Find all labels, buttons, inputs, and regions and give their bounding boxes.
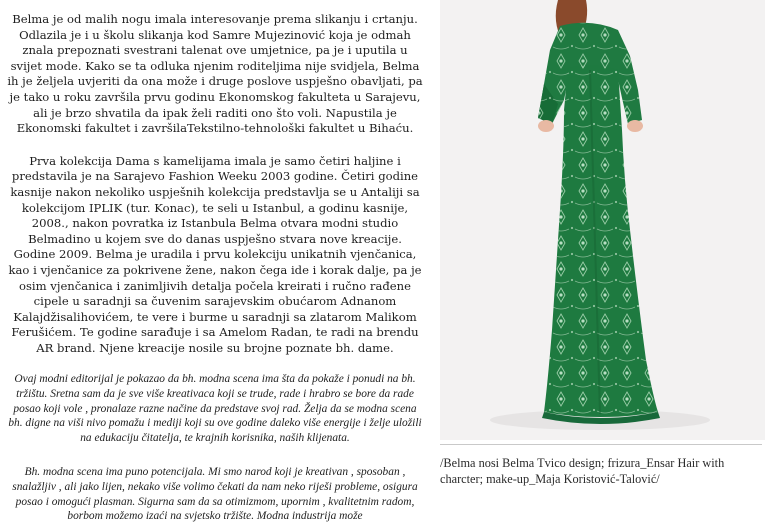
article-text-column bbox=[6, 12, 424, 524]
article-paragraph-biography: Belma je od malih nogu imala interesovanje prema slikanju i crtanju. Odlazila je i u školu slikanja kod Samre Mujezinović koja je odmah znala prepoznati svestrani talenat ove umjetnice, pa je i uputila u svijet mode. Kako se ta odluka njenim roditeljima nije svidjela, Belma ih je željela uvjeriti da ona može i druge poslove uspješno obavljati, pa je tako u roku završila prvu godinu Ekonomskog fakulteta u Sarajevu, ali je brzo shvatila da ipak želi raditi ono što voli. Napustila je Ekonomski fakultet i završilaTekstilno-tehnološki fakultet u Bihaću. bbox=[7, 12, 423, 136]
caption-divider bbox=[440, 444, 762, 445]
article-paragraph-fashion-scene-quote: Bh. modna scena ima puno potencijala. Mi smo narod koji je kreativan , sposoban , snalažljiv , ali jako lijen, nekako više volimo čekati da nam neko riješi probleme, osigura posao i omogući plasman. Sigurna sam da sa otimizmom, upornim , kvalitetnim radom, borbom možemo izaći na svjetsko tržište. Modna industrija može bbox=[12, 466, 418, 523]
article-paragraph-collections: Prva kolekcija Dama s kamelijama imala je samo četiri haljine i predstavila je na Sarajevo Fashion Weeku 2003 godine. Četiri godine kasnije nakon nekoliko uspješnih kolekcija predstavlja se u Antaliji sa kolekcijom IPLIK (tur. Konac), te seli u Istanbul, a godinu kasnije, 2008., nakon povratka iz Istanbula Belma otvara modni studio Belmadino u kojem sve do danas uspješno stvara nove kreacije. Godine 2009. Belma je uradila i prvu kolekciju unikatnih vjenčanica, kao i vjenčanice za pokrivene žene, nakon čega ide i korak dalje, pa je osim vjenčanica i zanimljivih detalja počela kreirati i ručno rađene cipele u saradnji sa čuvenim sarajevskim obućarom Adnanom Kalajdžisalihovićem, te vere i burme u saradnji sa zlatarom Malikom Ferušićem. Te godine sarađuje i sa Amelom Radan, te radi na brendu AR brand. Njene kreacije nosile su brojne poznate bh. dame. bbox=[8, 153, 422, 355]
photo-caption: /Belma nosi Belma Tvico design; frizura_Ensar Hair with charcter; make-up_Maja Koristović-Talović/ bbox=[440, 456, 725, 486]
green-lace-gown-illustration bbox=[440, 0, 765, 440]
model-photo bbox=[440, 0, 765, 440]
article-paragraph-editorial-quote: Ovaj modni editorijal je pokazao da bh. modna scena ima šta da pokaže i ponudi na bh. tržištu. Sretna sam da je sve više kreativaca koji se trude, rade i hrabro se bore da rade posao koji vole , pronalaze razne načine da predstave svoj rad. Želja da se modna scena bh. digne na viši nivo pomažu i mediji koji su ove godine daleko više energije i želje uložili na edukaciju čitatelja, te krajnih korisnika, naših klijenata. bbox=[8, 373, 422, 444]
